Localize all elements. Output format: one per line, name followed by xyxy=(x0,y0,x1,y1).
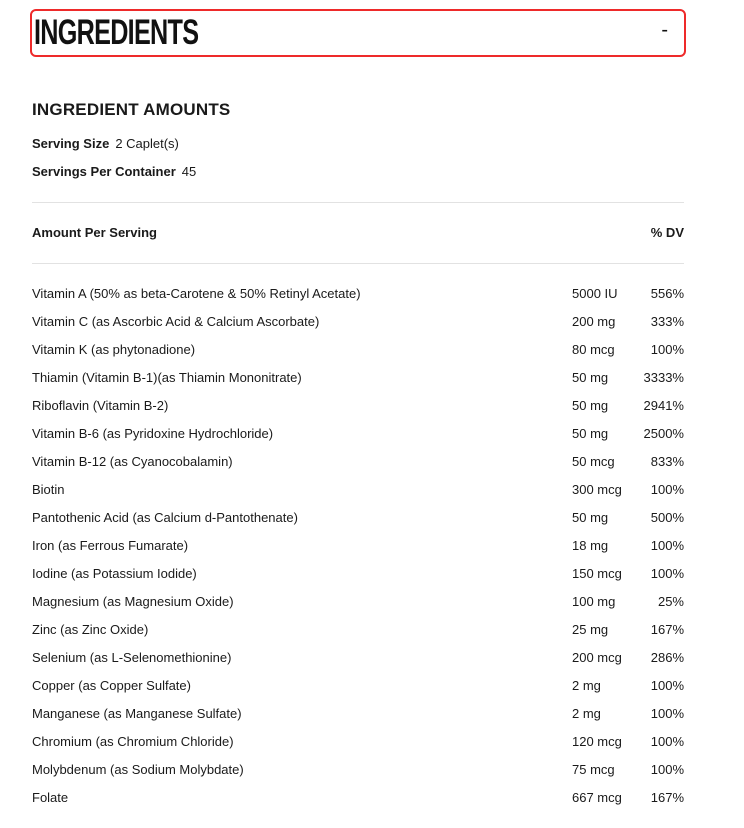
serving-size-value: 2 Caplet(s) xyxy=(115,136,179,151)
ingredient-dv: 556% xyxy=(650,286,684,301)
ingredient-amount: 50 mg xyxy=(572,370,609,385)
ingredient-amount: 80 mcg xyxy=(572,342,615,357)
section-title: INGREDIENT AMOUNTS xyxy=(32,100,231,119)
servings-per-container-value: 45 xyxy=(181,164,197,179)
ingredient-amount: 200 mcg xyxy=(572,650,622,665)
ingredient-amount: 50 mg xyxy=(572,510,609,525)
ingredient-amount: 5000 IU xyxy=(572,286,618,301)
ingredient-amount: 50 mcg xyxy=(572,454,615,469)
ingredient-dv: 167% xyxy=(650,790,684,805)
ingredient-dv: 833% xyxy=(650,454,684,469)
ingredient-dv: 333% xyxy=(650,314,684,329)
table-row xyxy=(32,678,684,698)
table-row xyxy=(32,482,684,502)
ingredient-dv: 3333% xyxy=(643,370,684,385)
ingredient-name: Thiamin (Vitamin B-1)(as Thiamin Mononitrate) xyxy=(32,370,302,385)
ingredients-accordion-header[interactable] xyxy=(30,9,686,57)
ingredient-name: Molybdenum (as Sodium Molybdate) xyxy=(32,762,244,777)
ingredient-dv: 100% xyxy=(650,678,684,693)
ingredient-name: Riboflavin (Vitamin B-2) xyxy=(32,398,169,413)
ingredient-dv: 100% xyxy=(650,342,684,357)
table-row xyxy=(32,650,684,670)
table-row xyxy=(32,426,684,446)
servings-per-container xyxy=(32,164,196,179)
table-row xyxy=(32,454,684,474)
ingredient-name: Iron (as Ferrous Fumarate) xyxy=(32,538,189,553)
table-row xyxy=(32,342,684,362)
ingredient-dv: 286% xyxy=(650,650,684,665)
ingredient-name: Iodine (as Potassium Iodide) xyxy=(32,566,197,581)
table-row xyxy=(32,314,684,334)
ingredient-dv: 100% xyxy=(650,734,684,749)
ingredient-amount: 2 mg xyxy=(572,706,601,721)
ingredient-name: Pantothenic Acid (as Calcium d-Pantothenate) xyxy=(32,510,298,525)
ingredient-dv: 2500% xyxy=(643,426,684,441)
table-row xyxy=(32,594,684,614)
amount-column-header: Amount Per Serving xyxy=(32,225,157,240)
table-row xyxy=(32,286,684,306)
ingredient-amount: 18 mg xyxy=(572,538,609,553)
ingredient-name: Zinc (as Zinc Oxide) xyxy=(32,622,149,637)
accordion-title: INGREDIENTS xyxy=(34,13,199,52)
ingredient-amount: 25 mg xyxy=(572,622,609,637)
collapse-icon[interactable]: - xyxy=(661,19,668,41)
table-row xyxy=(32,538,684,558)
ingredient-dv: 100% xyxy=(650,482,684,497)
ingredient-dv: 100% xyxy=(650,538,684,553)
ingredient-name: Vitamin A (50% as beta-Carotene & 50% Retinyl Acetate) xyxy=(32,286,361,301)
ingredient-amount: 200 mg xyxy=(572,314,616,329)
serving-size-label: Serving Size xyxy=(32,136,110,151)
serving-size xyxy=(32,136,179,151)
ingredient-dv: 100% xyxy=(650,706,684,721)
ingredient-amount: 50 mg xyxy=(572,426,609,441)
ingredient-dv: 167% xyxy=(650,622,684,637)
divider xyxy=(32,263,684,264)
ingredient-name: Vitamin K (as phytonadione) xyxy=(32,342,196,357)
table-row xyxy=(32,790,684,810)
ingredient-name: Selenium (as L-Selenomethionine) xyxy=(32,650,232,665)
ingredient-amount: 2 mg xyxy=(572,678,601,693)
servings-per-container-label: Servings Per Container xyxy=(32,164,176,179)
table-row xyxy=(32,398,684,418)
table-row xyxy=(32,370,684,390)
ingredient-dv: 25% xyxy=(657,594,684,609)
ingredient-amount: 100 mg xyxy=(572,594,616,609)
ingredient-amount: 75 mcg xyxy=(572,762,615,777)
ingredient-dv: 2941% xyxy=(643,398,684,413)
divider xyxy=(32,202,684,203)
ingredient-name: Magnesium (as Magnesium Oxide) xyxy=(32,594,234,609)
table-row xyxy=(32,762,684,782)
ingredient-amount: 667 mcg xyxy=(572,790,622,805)
dv-column-header: % DV xyxy=(650,225,684,240)
ingredient-name: Manganese (as Manganese Sulfate) xyxy=(32,706,242,721)
table-row xyxy=(32,734,684,754)
ingredient-name: Chromium (as Chromium Chloride) xyxy=(32,734,234,749)
ingredient-dv: 100% xyxy=(650,566,684,581)
ingredient-amount: 150 mcg xyxy=(572,566,622,581)
ingredient-name: Vitamin C (as Ascorbic Acid & Calcium Ascorbate) xyxy=(32,314,320,329)
ingredient-name: Folate xyxy=(32,790,69,805)
ingredient-dv: 500% xyxy=(650,510,684,525)
ingredient-amount: 300 mcg xyxy=(572,482,622,497)
ingredient-amount: 50 mg xyxy=(572,398,609,413)
ingredient-name: Vitamin B-6 (as Pyridoxine Hydrochloride) xyxy=(32,426,274,441)
ingredient-name: Copper (as Copper Sulfate) xyxy=(32,678,191,693)
ingredient-name: Vitamin B-12 (as Cyanocobalamin) xyxy=(32,454,233,469)
table-row xyxy=(32,706,684,726)
ingredient-name: Biotin xyxy=(32,482,65,497)
ingredient-dv: 100% xyxy=(650,762,684,777)
table-row xyxy=(32,566,684,586)
table-row xyxy=(32,622,684,642)
ingredient-amount: 120 mcg xyxy=(572,734,622,749)
table-row xyxy=(32,510,684,530)
